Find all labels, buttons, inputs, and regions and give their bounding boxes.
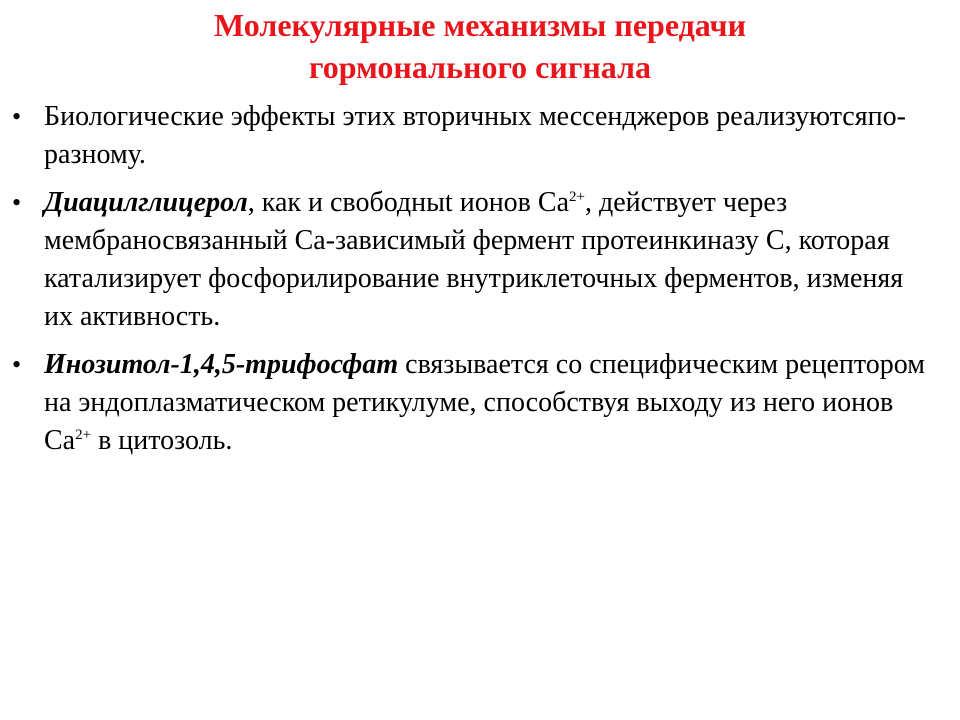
- bullet-list: [8, 98, 928, 470]
- slide-title-line-2: гормонального сигнала: [308, 49, 652, 85]
- bullet-item-1: [8, 98, 928, 174]
- bullet-1-text: Биологические эффекты этих вторичных мессенджеров реализуютсяпо-разному.: [44, 101, 906, 170]
- bullet-3-term: Инозитол-1,4,5-трифосфат: [44, 349, 399, 380]
- slide-title: [40, 4, 920, 88]
- bullet-3-text-before-sup: связывается со специфическим рецептором на эндоплазматическом ретикулуме, способствуя выходу из него ионов Са: [44, 349, 925, 456]
- bullet-3-text-after-sup: в цитозоль.: [91, 425, 233, 456]
- bullet-dot-icon: •: [12, 188, 22, 217]
- bullet-item-2: [8, 184, 928, 336]
- bullet-dot-icon: •: [12, 102, 22, 131]
- bullet-2-term: Диацилглицерол: [44, 187, 248, 218]
- bullet-dot-icon: •: [12, 350, 22, 379]
- bullet-2-superscript: 2+: [569, 189, 585, 205]
- slide-title-line-1: Молекулярные механизмы передачи: [214, 7, 746, 43]
- bullet-2-text-after-sup: , действует через мембраносвязанный Са-зависимый фермент протеинкиназу С, которая катализирует фосфорилирование внутриклеточных ферментов, изменяя их активность.: [44, 187, 904, 332]
- bullet-item-3: [8, 346, 928, 460]
- bullet-3-superscript: 2+: [75, 427, 92, 443]
- bullet-2-text-before-sup: , как и свободныt ионов Са: [247, 187, 570, 218]
